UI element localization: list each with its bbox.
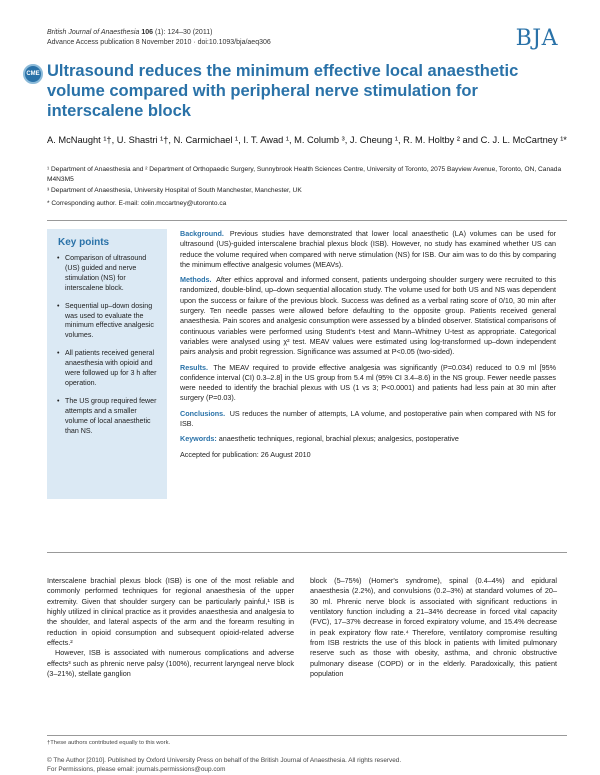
journal-name: British Journal of Anaesthesia bbox=[47, 29, 140, 36]
accepted-date: Accepted for publication: 26 August 2010 bbox=[180, 449, 311, 459]
divider-top bbox=[47, 220, 567, 221]
journal-volume: 106 bbox=[141, 29, 153, 36]
running-header bbox=[47, 28, 271, 48]
affiliation-2: ³ Department of Anaesthesia, University Hospital of South Manchester, Manchester, UK bbox=[47, 187, 302, 194]
doi-line: Advance Access publication 8 November 2010 · doi:10.1093/bja/aeq306 bbox=[47, 39, 271, 46]
key-point-item: • The US group required fewer attempts and a smaller volume of local anaesthetic than NS. bbox=[55, 397, 159, 437]
abstract-results: Results. The MEAV required to provide effective analgesia was significantly (P=0.034) reduced to 0.9 ml [95% confidence interval (CI) 0.3–2.8] in the US group from 5.4 ml (95% CI 3.4–8.6) in the NS group. Fewer needle passes were needed to identify the brachial plexus with US (1 vs 3; P<0.0001) and patients had less pain at 30 min after surgery (P=0.03). bbox=[180, 362, 556, 403]
corresponding-author: * Corresponding author. E-mail: colin.mccartney@utoronto.ca bbox=[47, 199, 227, 207]
affiliation-1: ¹ Department of Anaesthesia and ² Department of Orthopaedic Surgery, Sunnybrook Health Sciences Centre, University of Toronto, 2075 Bayview Avenue, Toronto, ON, Canada M4N3M5 bbox=[47, 166, 562, 183]
body-paragraph: Interscalene brachial plexus block (ISB) is one of the most reliable and commonly performed techniques for regional anaesthesia of the upper extremity. Given that shoulder surgery can be particularly painful,¹ ISB is highly utilized in clinical practice as it provides anaesthesia and analgesia to the shoulder, and lateral aspects of the arm and the forearm resulting in reduction in opioid consumption and subsequent opioid-related adverse effects.² bbox=[47, 576, 294, 648]
divider-body bbox=[47, 552, 567, 553]
footnote: †These authors contributed equally to this work. bbox=[47, 740, 171, 746]
permissions-line: For Permissions, please email: journals.permissions@oup.com bbox=[47, 766, 226, 773]
body-paragraph: However, ISB is associated with numerous complications and adverse effects³ such as phrenic nerve palsy (100%), recurrent laryngeal nerve block (3–21%), stellate ganglion bbox=[47, 648, 294, 679]
abstract bbox=[180, 229, 556, 465]
affiliations bbox=[47, 165, 567, 210]
divider-footnote bbox=[47, 735, 567, 736]
key-points-list bbox=[55, 254, 159, 437]
keywords: Keywords: anaesthetic techniques, regional, brachial plexus; analgesics, postoperative bbox=[180, 434, 459, 444]
bja-logo: BJA bbox=[515, 26, 558, 51]
author-list: A. McNaught ¹†, U. Shastri ¹†, N. Carmichael ¹, I. T. Awad ¹, M. Columb ³, J. Cheung ¹, R. M. Holtby ² and C. J. L. McCartney ¹* bbox=[47, 135, 567, 145]
key-point-item: • All patients received general anaesthesia with opioid and were followed up for 3 h after operation. bbox=[55, 349, 159, 389]
body-column-right bbox=[310, 576, 557, 679]
journal-issue-pages: (1): 124–30 (2011) bbox=[154, 29, 213, 36]
key-points-heading: Key points bbox=[58, 237, 110, 248]
copyright-line: © The Author [2010]. Published by Oxford University Press on behalf of the British Journal of Anaesthesia. All rights reserved. bbox=[47, 757, 402, 764]
key-point-item: • Comparison of ultrasound (US) guided and nerve stimulation (NS) for interscalene block. bbox=[55, 254, 159, 294]
body-paragraph: block (5–75%) (Horner's syndrome), spinal (0.4–4%) and epidural anaesthesia (2.2%), and convulsions (0.2–3%) at standard volumes of 20–30 ml. Phrenic nerve block is associated with significant reductions in ventilatory function including a 21–34% decrease in forced vital capacity (FVC), 17–37% decrease in forced expiratory volume, and 15.4% decrease in peak expiratory flow rate.⁴ Therefore, ventilatory compromise resulting from ISB restricts the use of this block in patients with limited pulmonary reserve such as those with obesity, asthma, and chronic obstructive pulmonary disease (COPD) or in the elderly. Paradoxically, this patient population bbox=[310, 576, 557, 679]
key-point-item: • Sequential up–down dosing was used to evaluate the minimum effective analgesic volumes. bbox=[55, 302, 159, 342]
cme-badge-icon: CME bbox=[23, 64, 43, 84]
copyright-block bbox=[47, 756, 567, 774]
article-title: Ultrasound reduces the minimum effective local anaesthetic volume compared with peripheral nerve stimulation for interscalene block bbox=[47, 62, 519, 120]
body-column-left bbox=[47, 576, 294, 679]
abstract-methods: Methods. After ethics approval and informed consent, patients undergoing shoulder surgery were recruited to this randomized, double-blind, up–down sequential allocation study. The volume used for both US and NS was dependent upon the success or failure of the previous block. Success was defined as a verbal rating score of 0/10, 30 min after surgery. Ten needle passes were allowed before defaulting to the opposite group. Patients received general anaesthesia. Pain scores and analgesic consumption were assessed by a blinded observer. Statistical comparisons of continuous variables were performed using Student's t-test and Mann–Whitney U-test as appropriate. Categorical variables were analysed using χ² test. MEAV values were estimated using log-transformed up–down independent pairs analysis and probit regression. Significance was assumed at P<0.05 (two-sided). bbox=[180, 275, 557, 357]
abstract-background: Background. Previous studies have demonstrated that lower local anaesthetic (LA) volumes can be used for ultrasound (US)-guided interscalene brachial plexus block (ISB). However, no study has examined whether US can reduce the volume required when compared with nerve stimulation (NS) for ISB. Our aim was to do this by comparing the minimum effective analgesic volumes (MEAVs). bbox=[180, 229, 557, 269]
abstract-conclusions: Conclusions. US reduces the number of attempts, LA volume, and postoperative pain when compared with NS for ISB. bbox=[180, 408, 556, 429]
key-points-box bbox=[47, 229, 167, 499]
